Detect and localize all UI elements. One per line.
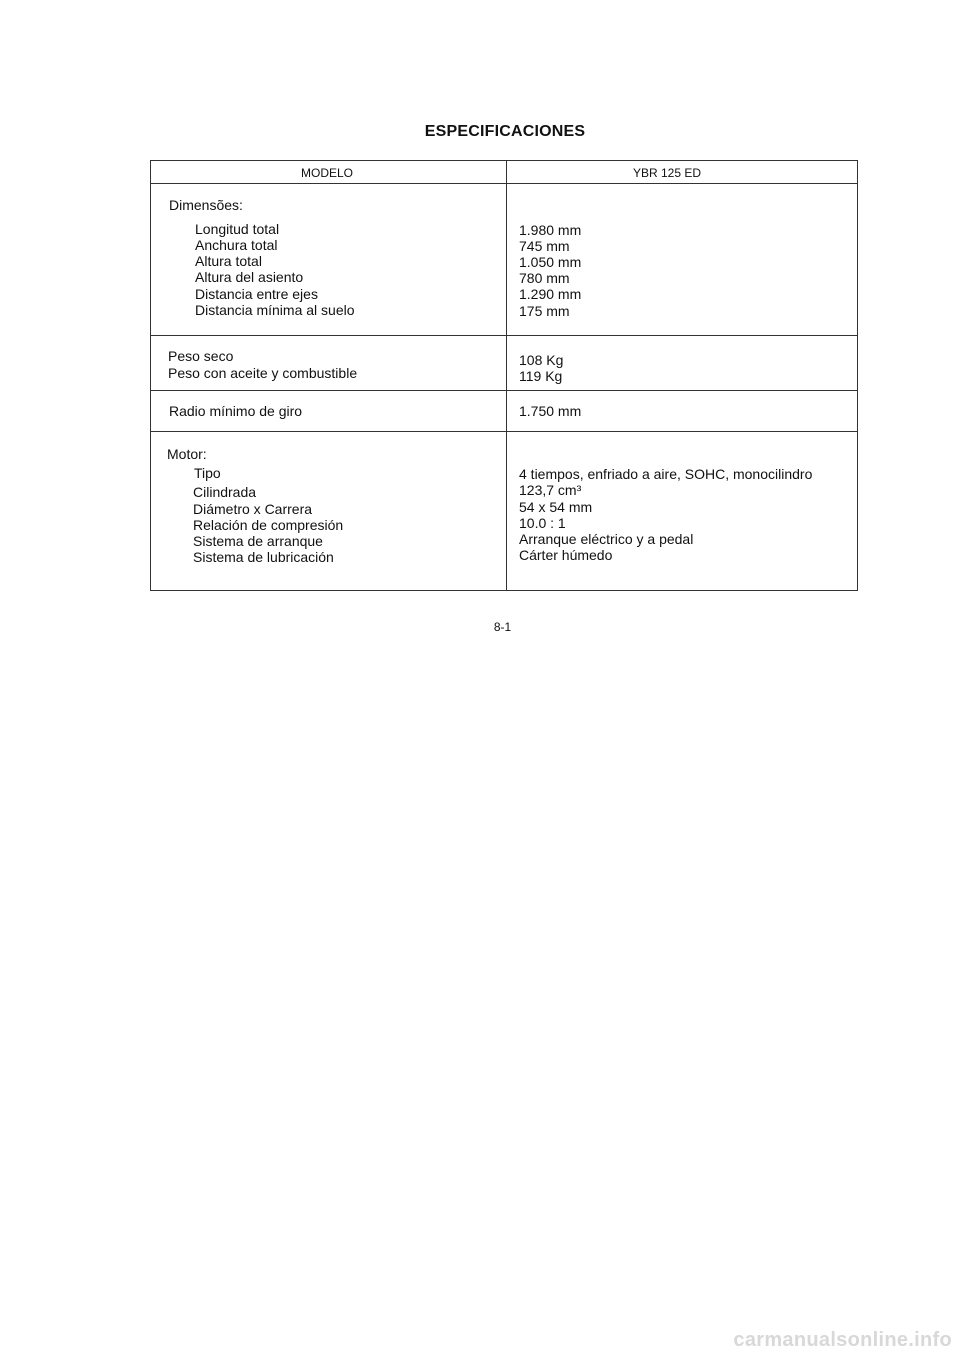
watermark: carmanualsonline.info — [733, 1329, 952, 1351]
spec-value: 123,7 cm³ — [519, 482, 582, 498]
spec-label: Sistema de lubricación — [193, 549, 334, 565]
spec-label: Sistema de arranque — [193, 533, 323, 549]
header-model: MODELO — [301, 166, 354, 180]
spec-value: 1.980 mm — [519, 222, 582, 238]
spec-label: Altura del asiento — [195, 269, 304, 285]
engine-heading: Motor: — [167, 446, 207, 462]
spec-value: 1.750 mm — [519, 403, 582, 419]
spec-label: Cilindrada — [193, 484, 257, 500]
column-divider — [506, 161, 507, 590]
spec-value: 10.0 : 1 — [519, 515, 566, 531]
spec-label: Distancia mínima al suelo — [195, 302, 355, 318]
spec-label: Radio mínimo de giro — [169, 403, 303, 419]
header-divider — [151, 183, 857, 184]
header-model-value: YBR 125 ED — [633, 166, 702, 180]
spec-label: Anchura total — [195, 237, 278, 253]
spec-value: Cárter húmedo — [519, 547, 613, 563]
dimensions-heading: Dimensões: — [169, 197, 243, 213]
spec-label: Relación de compresión — [193, 517, 344, 533]
page-number: 8-1 — [493, 620, 512, 634]
row-divider — [151, 390, 857, 391]
row-divider — [151, 335, 857, 336]
spec-label: Diámetro x Carrera — [193, 501, 313, 517]
spec-value: 1.050 mm — [519, 254, 582, 270]
spec-value: 745 mm — [519, 238, 570, 254]
spec-label: Tipo — [194, 465, 221, 481]
spec-value: 119 Kg — [519, 368, 563, 384]
page-title: ESPECIFICACIONES — [424, 123, 586, 140]
specifications-table — [150, 160, 858, 591]
spec-label: Peso con aceite y combustible — [168, 365, 358, 381]
spec-value: 54 x 54 mm — [519, 499, 593, 515]
spec-value: Arranque eléctrico y a pedal — [519, 531, 694, 547]
spec-label: Altura total — [195, 253, 262, 269]
row-divider — [151, 431, 857, 432]
spec-value: 108 Kg — [519, 352, 564, 368]
spec-value: 4 tiempos, enfriado a aire, SOHC, monocilindro — [519, 466, 813, 482]
spec-label: Peso seco — [168, 348, 234, 364]
spec-value: 175 mm — [519, 303, 570, 319]
spec-value: 780 mm — [519, 270, 570, 286]
spec-value: 1.290 mm — [519, 286, 582, 302]
spec-label: Longitud total — [195, 221, 280, 237]
spec-label: Distancia entre ejes — [195, 286, 318, 302]
